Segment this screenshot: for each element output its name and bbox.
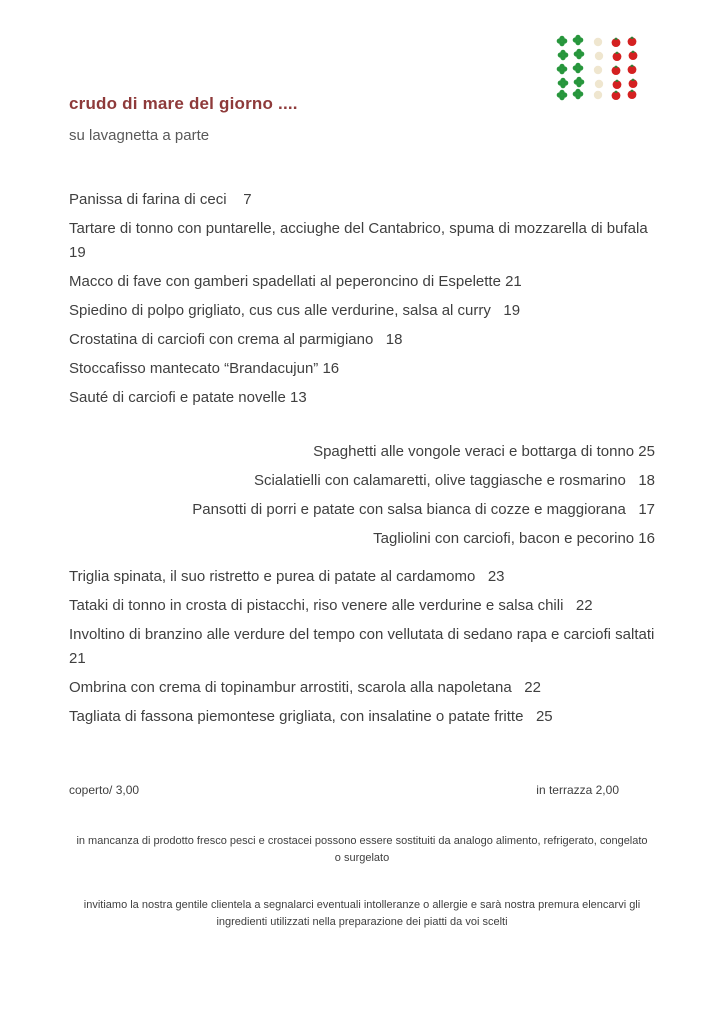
menu-item: Ombrina con crema di topinambur arrostiti, scarola alla napoletana 22 xyxy=(69,679,541,696)
menu-item: Tartare di tonno con puntarelle, acciughe del Cantabrico, spuma di mozzarella di bufala 19 xyxy=(69,220,652,261)
menu-item: Sauté di carciofi e patate novelle 13 xyxy=(69,389,307,406)
terrace-charge: in terrazza 2,00 xyxy=(536,783,619,797)
substitution-note: in mancanza di prodotto fresco pesci e crostacei possono essere sostituiti da analogo alimento, refrigerato, congelato o surgelato xyxy=(76,835,648,865)
section-antipasti xyxy=(69,188,655,410)
menu-item: Crostatina di carciofi con crema al parmigiano 18 xyxy=(69,331,403,348)
section-primi xyxy=(69,440,655,551)
menu-item: Stoccafisso mantecato “Brandacujun” 16 xyxy=(69,360,340,377)
menu-item: Involtino di branzino alle verdure del tempo con vellutata di sedano rapa e carciofi saltati 21 xyxy=(69,626,659,667)
menu-item: Tagliata di fassona piemontese grigliata, con insalatine o patate fritte 25 xyxy=(69,708,553,725)
menu-subtitle: su lavagnetta a parte xyxy=(69,127,210,144)
allergy-note: invitiamo la nostra gentile clientela a segnalarci eventuali intolleranze o allergie e sarà nostra premura elencarvi gli ingredienti utilizzati nella preparazione dei piatti da voi scelti xyxy=(83,899,641,929)
menu-item: Triglia spinata, il suo ristretto e purea di patate al cardamomo 23 xyxy=(69,568,505,585)
menu-content xyxy=(0,94,724,797)
menu-title: crudo di mare del giorno .... xyxy=(69,94,298,113)
menu-item: Tagliolini con carciofi, bacon e pecorino 16 xyxy=(373,530,655,547)
menu-item: Tataki di tonno in crosta di pistacchi, riso venere alle verdurine e salsa chili 22 xyxy=(69,597,593,614)
menu-item: Macco di fave con gamberi spadellati al peperoncino di Espelette 21 xyxy=(69,273,522,290)
menu-item: Spiedino di polpo grigliato, cus cus alle verdurine, salsa al curry 19 xyxy=(69,302,521,319)
menu-item: Spaghetti alle vongole veraci e bottarga di tonno 25 xyxy=(313,443,655,460)
menu-item: Scialatielli con calamaretti, olive taggiasche e rosmarino 18 xyxy=(253,472,655,489)
cover-charge-row xyxy=(69,783,655,797)
menu-item: Pansotti di porri e patate con salsa bianca di cozze e maggiorana 17 xyxy=(192,501,655,518)
cover-charge: coperto/ 3,00 xyxy=(69,783,140,797)
italian-flag-produce-icon xyxy=(554,33,642,101)
menu-item: Panissa di farina di ceci 7 xyxy=(69,191,252,208)
section-secondi xyxy=(69,565,659,729)
